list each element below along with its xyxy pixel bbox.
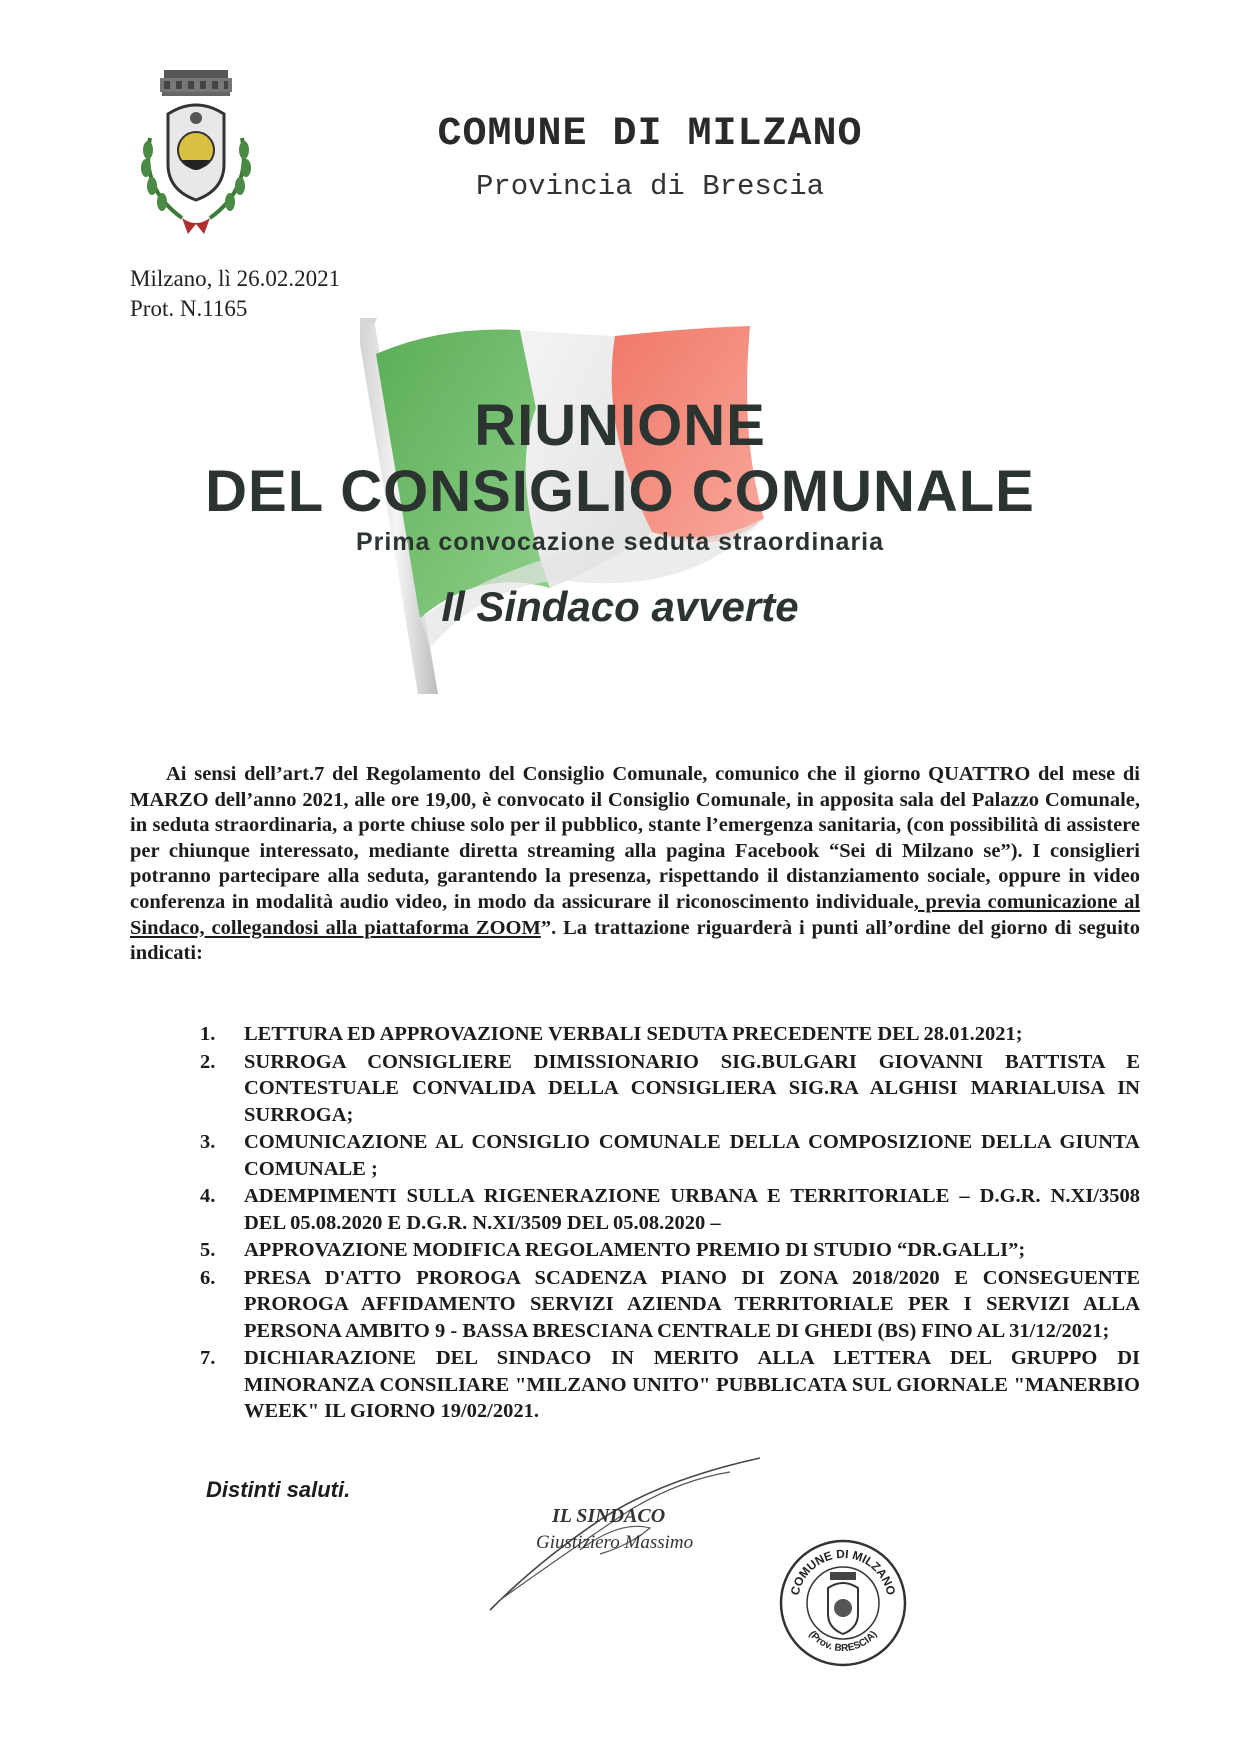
agenda-item-text: COMUNICAZIONE AL CONSIGLIO COMUNALE DELLA COMPOSIZIONE DELLA GIUNTA COMUNALE ;	[244, 1131, 1140, 1180]
notice-title-line1: RIUNIONE	[474, 393, 766, 458]
agenda-item-number: 2.	[200, 1050, 216, 1073]
agenda-item	[200, 1345, 1140, 1425]
official-stamp-icon	[778, 1538, 908, 1668]
signature-title: IL SINDACO	[552, 1505, 666, 1527]
agenda-item-number: 5.	[200, 1239, 216, 1261]
agenda-item-text: LETTURA ED APPROVAZIONE VERBALI SEDUTA PRECEDENTE DEL 28.01.2021;	[244, 1023, 1023, 1045]
convocation-paragraph	[130, 762, 1140, 967]
agenda-item-number: 3.	[200, 1131, 216, 1153]
agenda-item	[200, 1049, 1140, 1129]
agenda-item	[200, 1183, 1140, 1236]
paragraph-text: Ai sensi dell’art.7 del Regolamento del Consiglio Comunale, comunico che il giorno QUATTRO del mese di MARZO dell’anno 2021, alle ore 19,00, è convocato il Consiglio Comunale, in apposita sala del Palazzo Comunale, in seduta straordinaria, a porte chiuse solo per il pubblico, stante l’emergenza sanitaria, (con possibilità di assistere per chiunque interessato, mediante diretta streaming alla pagina Facebook “Sei di Milzano se”). I consiglieri potranno partecipare alla seduta, garantendo la presenza, rispettando il distanziamento sociale, oppure in video conferenza in modalità audio video, in modo da assicurare il riconoscimento individuale	[130, 763, 1140, 913]
agenda-list	[200, 1021, 1140, 1426]
svg-text:(Prov. BRESCIA)	[806, 1629, 879, 1654]
commune-name: COMUNE DI MILZANO	[437, 112, 863, 157]
paragraph-text-end: ”. La trattazione riguarderà i punti all’ordine del giorno di seguito indicati:	[130, 916, 1141, 965]
province-name: Provincia di Brescia	[475, 170, 825, 203]
place-date: Milzano, lì 26.02.2021	[130, 266, 341, 291]
agenda-item	[200, 1021, 1140, 1048]
agenda-item-text: DICHIARAZIONE DEL SINDACO IN MERITO ALLA LETTERA DEL GRUPPO DI MINORANZA CONSILIARE "MILZANO UNITO" PUBBLICATA SUL GIORNALE "MANERBIO WEEK" IL GIORNO 19/02/2021.	[244, 1347, 1140, 1422]
notice-subtitle: Prima convocazione seduta straordinaria	[355, 528, 885, 556]
paragraph-underlined-text: , previa comunicazione al Sindaco, collegandosi alla piattaforma ZOOM	[130, 890, 1141, 939]
agenda-item-number: 6.	[200, 1266, 216, 1289]
agenda-item-text: SURROGA CONSIGLIERE DIMISSIONARIO SIG.BULGARI GIOVANNI BATTISTA E CONTESTUALE CONVALIDA DELLA CONSIGLIERA SIG.RA ALGHISI MARIALUISA IN SURROGA;	[244, 1050, 1140, 1126]
signature-name: Giustiziero Massimo	[536, 1532, 694, 1553]
agenda-item	[200, 1129, 1140, 1182]
agenda-item	[200, 1237, 1140, 1264]
notice-title-line2: DEL CONSIGLIO COMUNALE	[205, 459, 1035, 524]
agenda-item	[200, 1265, 1140, 1345]
agenda-item-text: APPROVAZIONE MODIFICA REGOLAMENTO PREMIO DI STUDIO “DR.GALLI”;	[244, 1239, 1026, 1261]
agenda-item-number: 4.	[200, 1185, 216, 1207]
agenda-item-text: PRESA D'ATTO PROROGA SCADENZA PIANO DI ZONA 2018/2020 E CONSEGUENTE PROROGA AFFIDAMENTO SERVIZI AZIENDA TERRITORIALE PER I SERVIZI ALLA PERSONA AMBITO 9 - BASSA BRESCIANA CENTRALE DI GHEDI (BS) FINO AL 31/12/2021;	[244, 1266, 1140, 1342]
agenda-item-number: 7.	[200, 1347, 216, 1369]
agenda-item-text: ADEMPIMENTI SULLA RIGENERAZIONE URBANA E TERRITORIALE – D.G.R. N.XI/3508 DEL 05.08.2020 E D.G.R. N.XI/3509 DEL 05.08.2020 –	[244, 1185, 1140, 1234]
mayor-warning: Il Sindaco avverte	[441, 583, 799, 630]
closing-greeting: Distinti saluti.	[206, 1477, 351, 1502]
agenda-item-number: 1.	[200, 1023, 216, 1045]
stamp-text-top: COMUNE DI MILZANO	[787, 1546, 899, 1597]
protocol-number: Prot. N.1165	[130, 296, 248, 321]
coat-of-arms-icon	[130, 68, 262, 240]
stamp-text-bottom: (Prov. BRESCIA)	[806, 1629, 880, 1655]
